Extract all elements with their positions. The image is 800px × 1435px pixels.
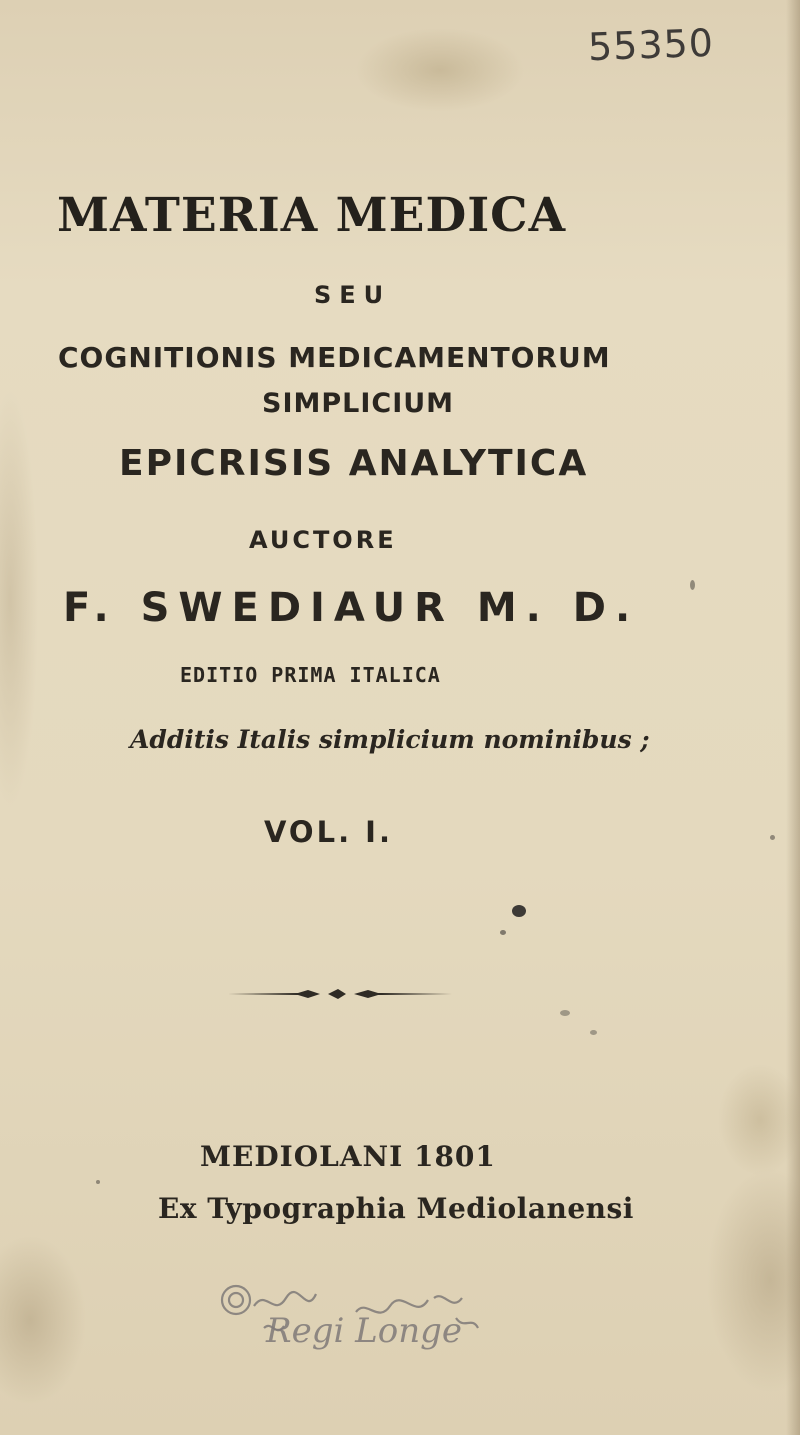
subtitle-line-2: SIMPLICIUM [262, 388, 455, 419]
stamp-text: Regi Longe [266, 1311, 462, 1351]
library-stamp-icon [206, 1268, 496, 1358]
author-name: F. SWEDIAUR M. D. [63, 585, 640, 631]
edition-statement: EDITIO PRIMA ITALICA [180, 663, 441, 687]
foxing-speck [690, 580, 695, 590]
subtitle-line-3: EPICRISIS ANALYTICA [119, 443, 589, 484]
foxing-speck [590, 1030, 597, 1035]
additions-note: Additis Italis simplicium nominibus ; [130, 725, 650, 754]
page-title: MATERIA MEDICA [57, 188, 567, 243]
imprint-place: MEDIOLANI 1801 [200, 1140, 496, 1173]
imprint-printer: Ex Typographia Mediolanensi [158, 1192, 634, 1225]
foxing-speck [512, 905, 526, 917]
foxing-speck [96, 1180, 100, 1184]
subtitle-line-1: COGNITIONIS MEDICAMENTORUM [58, 341, 611, 374]
volume-label: VOL. I. [264, 815, 393, 849]
auctore-label: AUCTORE [249, 526, 397, 554]
page-edge-shadow [786, 0, 800, 1435]
subtitle-seu: SEU [314, 281, 392, 309]
shelfmark: 55350 [587, 20, 715, 70]
foxing-speck [560, 1010, 570, 1016]
rule-ornament-icon [228, 984, 468, 1004]
foxing-speck [770, 835, 775, 840]
foxing-speck [500, 930, 506, 935]
